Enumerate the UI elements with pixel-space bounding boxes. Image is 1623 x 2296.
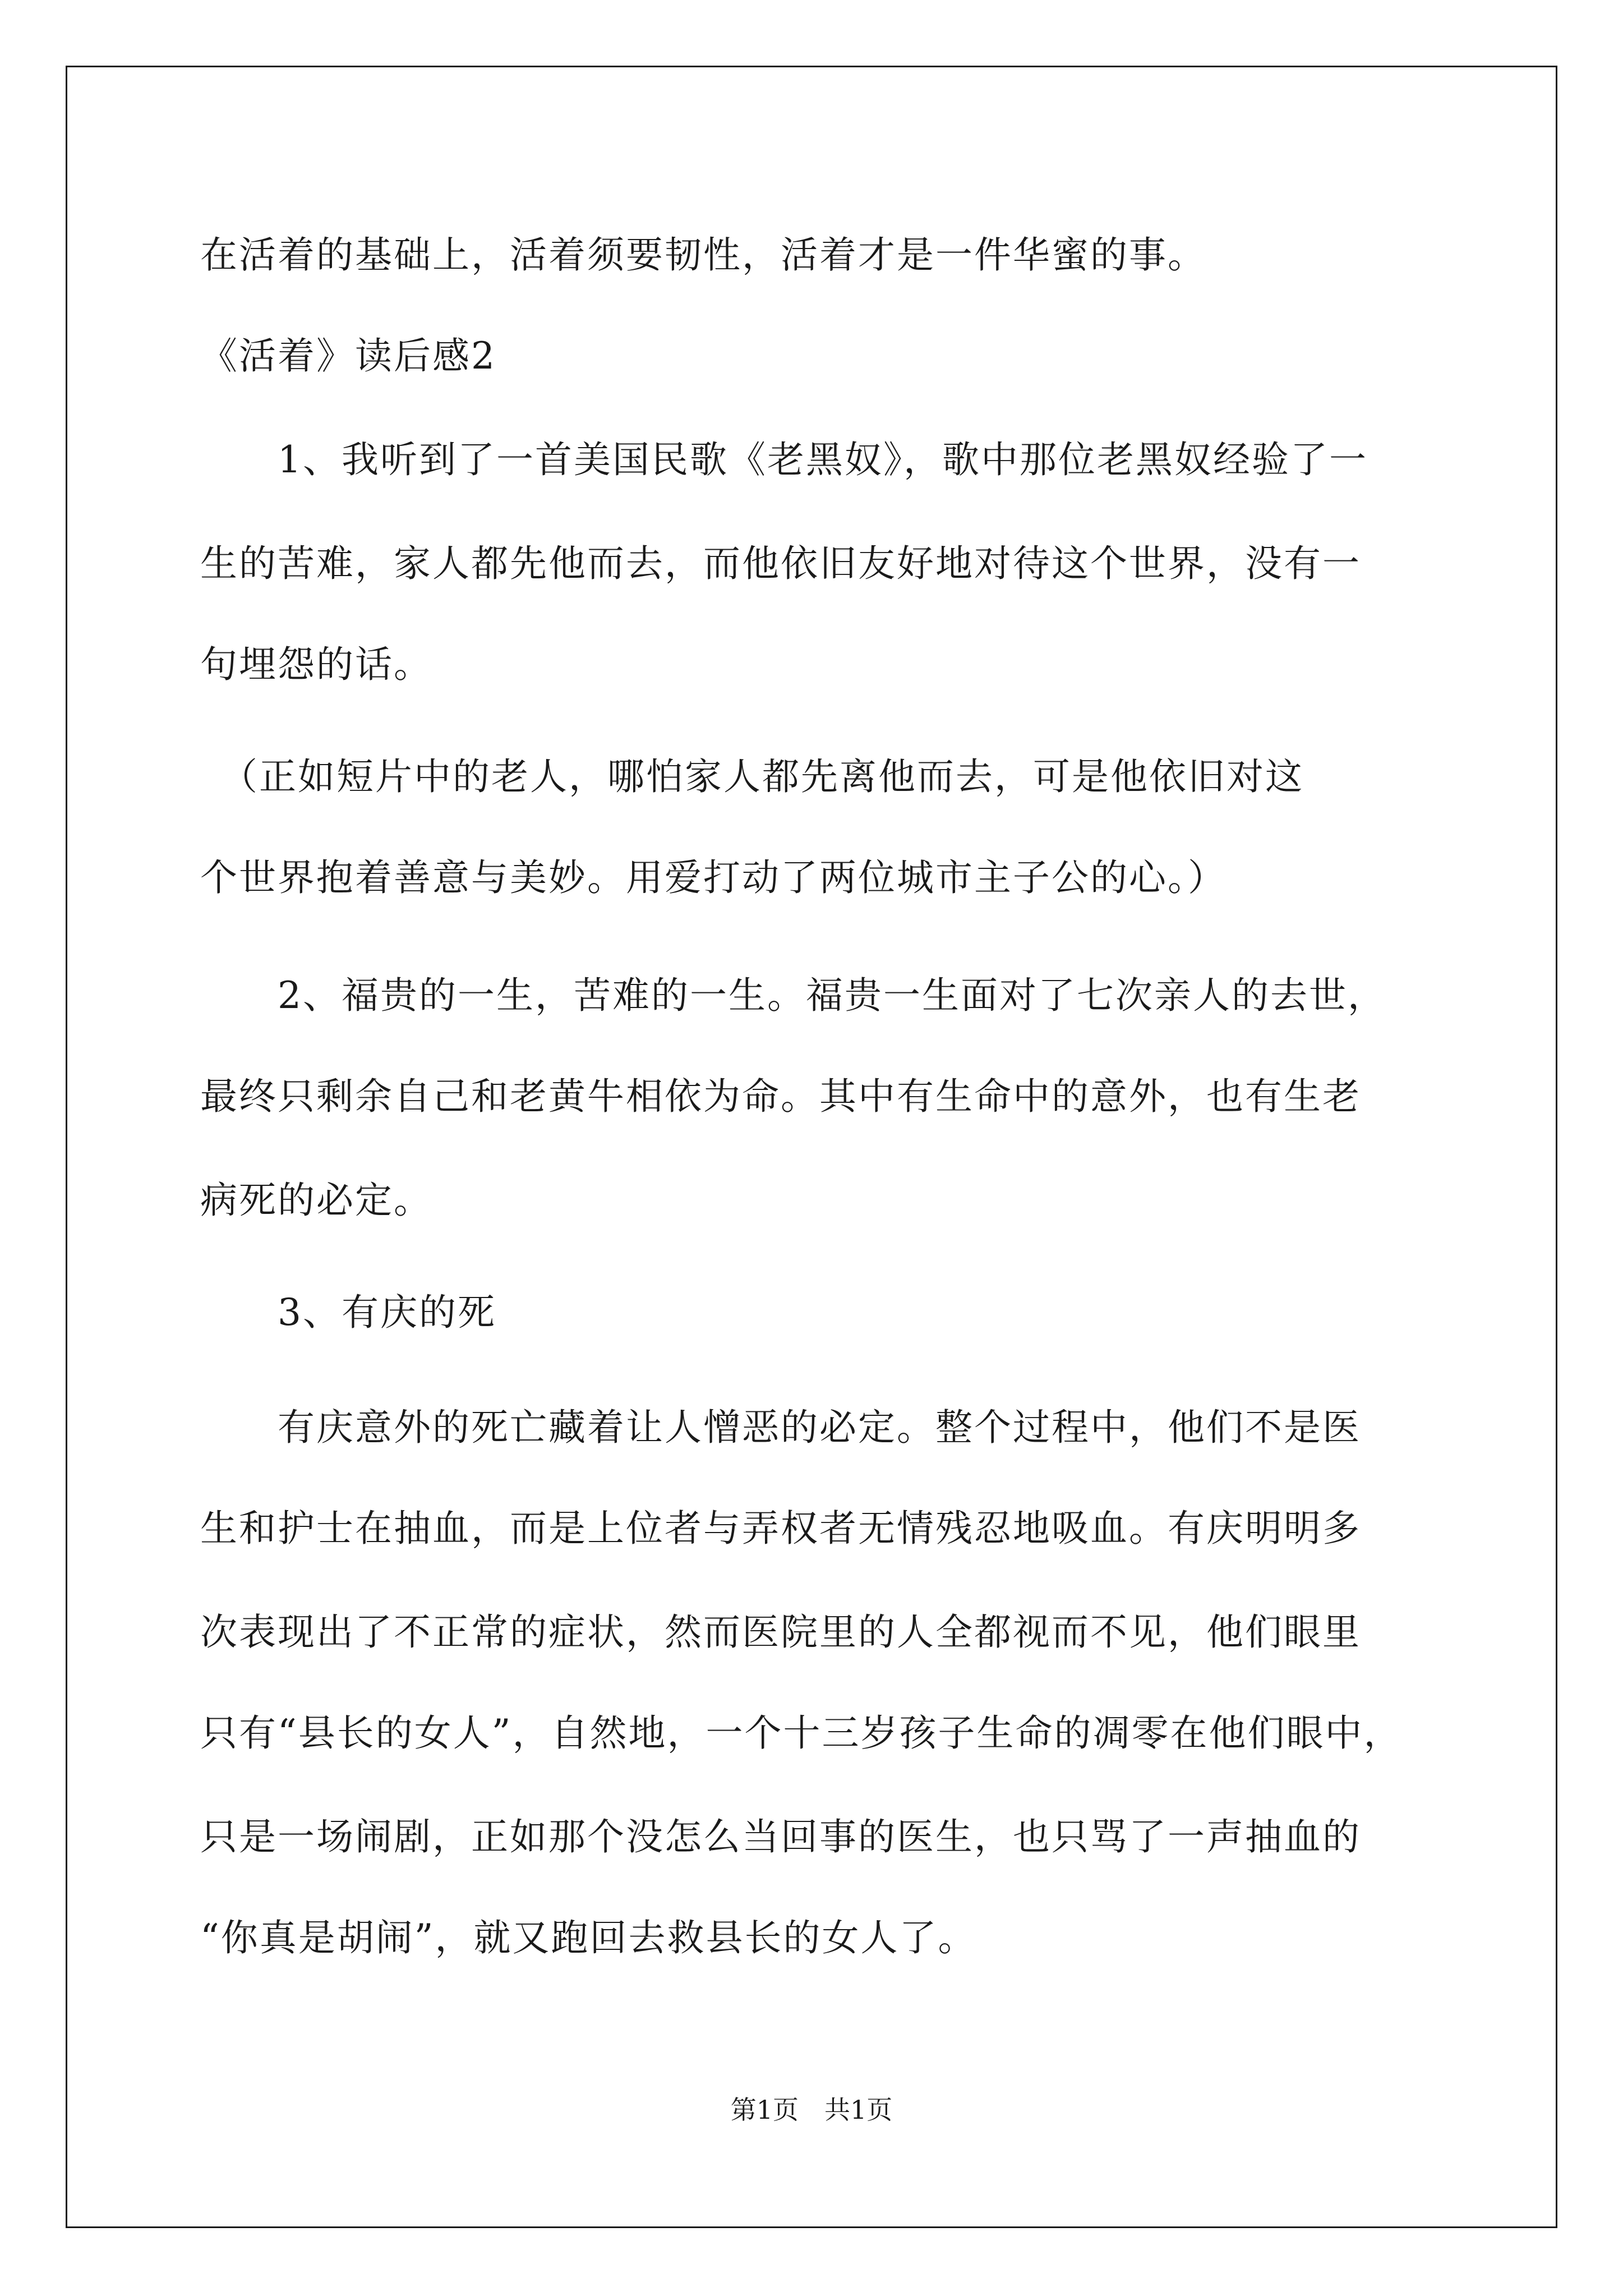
text-line: 生的苦难，家人都先他而去，而他依旧友好地对待这个世界，没有一 bbox=[200, 542, 1361, 585]
text-line: 只是一场闹剧，正如那个没怎么当回事的医生，也只骂了一声抽血的 bbox=[200, 1815, 1361, 1858]
text-line: 1、我听到了一首美国民歌《老黑奴》，歌中那位老黑奴经验了一 bbox=[200, 438, 1368, 481]
text-line: “你真是胡闹”，就又跑回去救县长的女人了。 bbox=[200, 1916, 977, 1959]
text-line: 3、有庆的死 bbox=[200, 1291, 496, 1334]
text-line: 2、福贵的一生，苦难的一生。福贵一生面对了七次亲人的去世， bbox=[200, 974, 1386, 1017]
text-line: 只有“县长的女人”，自然地，一个十三岁孩子生命的凋零在他们眼中， bbox=[200, 1711, 1403, 1755]
page-border bbox=[66, 66, 1557, 2228]
text-line: 次表现出了不正常的症状，然而医院里的人全都视而不见，他们眼里 bbox=[200, 1611, 1361, 1654]
text-line: 个世界抱着善意与美妙。用爱打动了两位城市主子公的心。） bbox=[200, 856, 1227, 899]
text-line: 有庆意外的死亡藏着让人憎恶的必定。整个过程中，他们不是医 bbox=[200, 1406, 1361, 1449]
text-line: （正如短片中的老人，哪怕家人都先离他而去，可是他依旧对这 bbox=[200, 755, 1304, 798]
section-title: 《活着》读后感2 bbox=[200, 334, 496, 378]
page-footer: 第1页 共1页 bbox=[730, 2095, 893, 2125]
text-line: 生和护士在抽血，而是上位者与弄权者无情残忍地吸血。有庆明明多 bbox=[200, 1507, 1361, 1550]
text-line: 病死的必定。 bbox=[200, 1179, 432, 1222]
text-line: 在活着的基础上，活着须要韧性，活着才是一件华蜜的事。 bbox=[200, 233, 1206, 277]
text-line: 句埋怨的话。 bbox=[200, 643, 432, 686]
text-line: 最终只剩余自己和老黄牛相依为命。其中有生命中的意外，也有生老 bbox=[200, 1075, 1361, 1118]
